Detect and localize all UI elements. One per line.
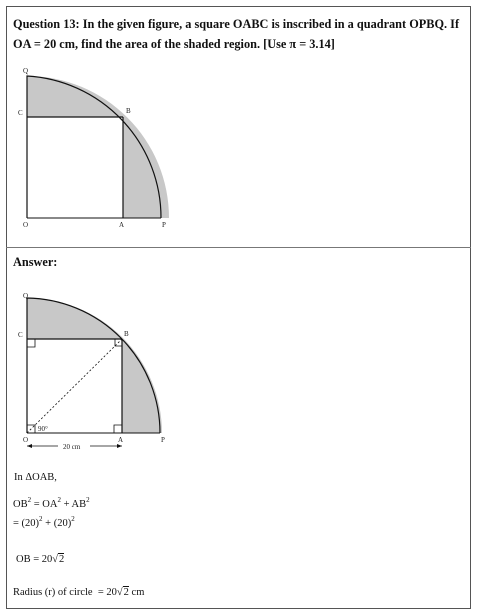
label-a: A	[119, 221, 125, 229]
label-a: A	[118, 436, 124, 444]
label-o: O	[23, 436, 29, 444]
angle-label: 90°	[38, 425, 48, 433]
sqrt-symbol: √2	[116, 587, 129, 598]
dimension-label: 20 cm	[63, 443, 81, 451]
solution-line-3: = $(20)^2 + (20)^2$	[13, 515, 75, 529]
dimension-arrow-left	[27, 444, 32, 448]
solution-line-1: In ΔOAB,	[14, 472, 57, 483]
question-number: Question 13:	[13, 17, 80, 31]
label-c: C	[18, 331, 23, 339]
label-q: Q	[23, 67, 29, 75]
label-p: P	[162, 221, 166, 229]
solution-line-5: Radius (r) of circle = 20√2 cm	[13, 587, 145, 598]
solution-line-4: OB = 20√2	[16, 554, 65, 565]
dimension-arrow-right	[117, 444, 122, 448]
label-p: P	[161, 436, 165, 444]
label-c: C	[18, 109, 23, 117]
sqrt-symbol: √2	[52, 554, 65, 565]
label-o: O	[23, 221, 29, 229]
label-b: B	[126, 107, 131, 115]
label-q: Q	[23, 292, 29, 300]
solution-line-2: $OB^2 = OA^2 + AB^2$	[13, 496, 90, 510]
answer-heading: Answer:	[13, 255, 58, 269]
label-b: B	[124, 330, 129, 338]
question-body: In the given figure, a square OABC is inscribed in a quadrant OPBQ. If OA = 20 cm, find the area of the shaded region. [Use π = 3.14]	[13, 17, 460, 51]
